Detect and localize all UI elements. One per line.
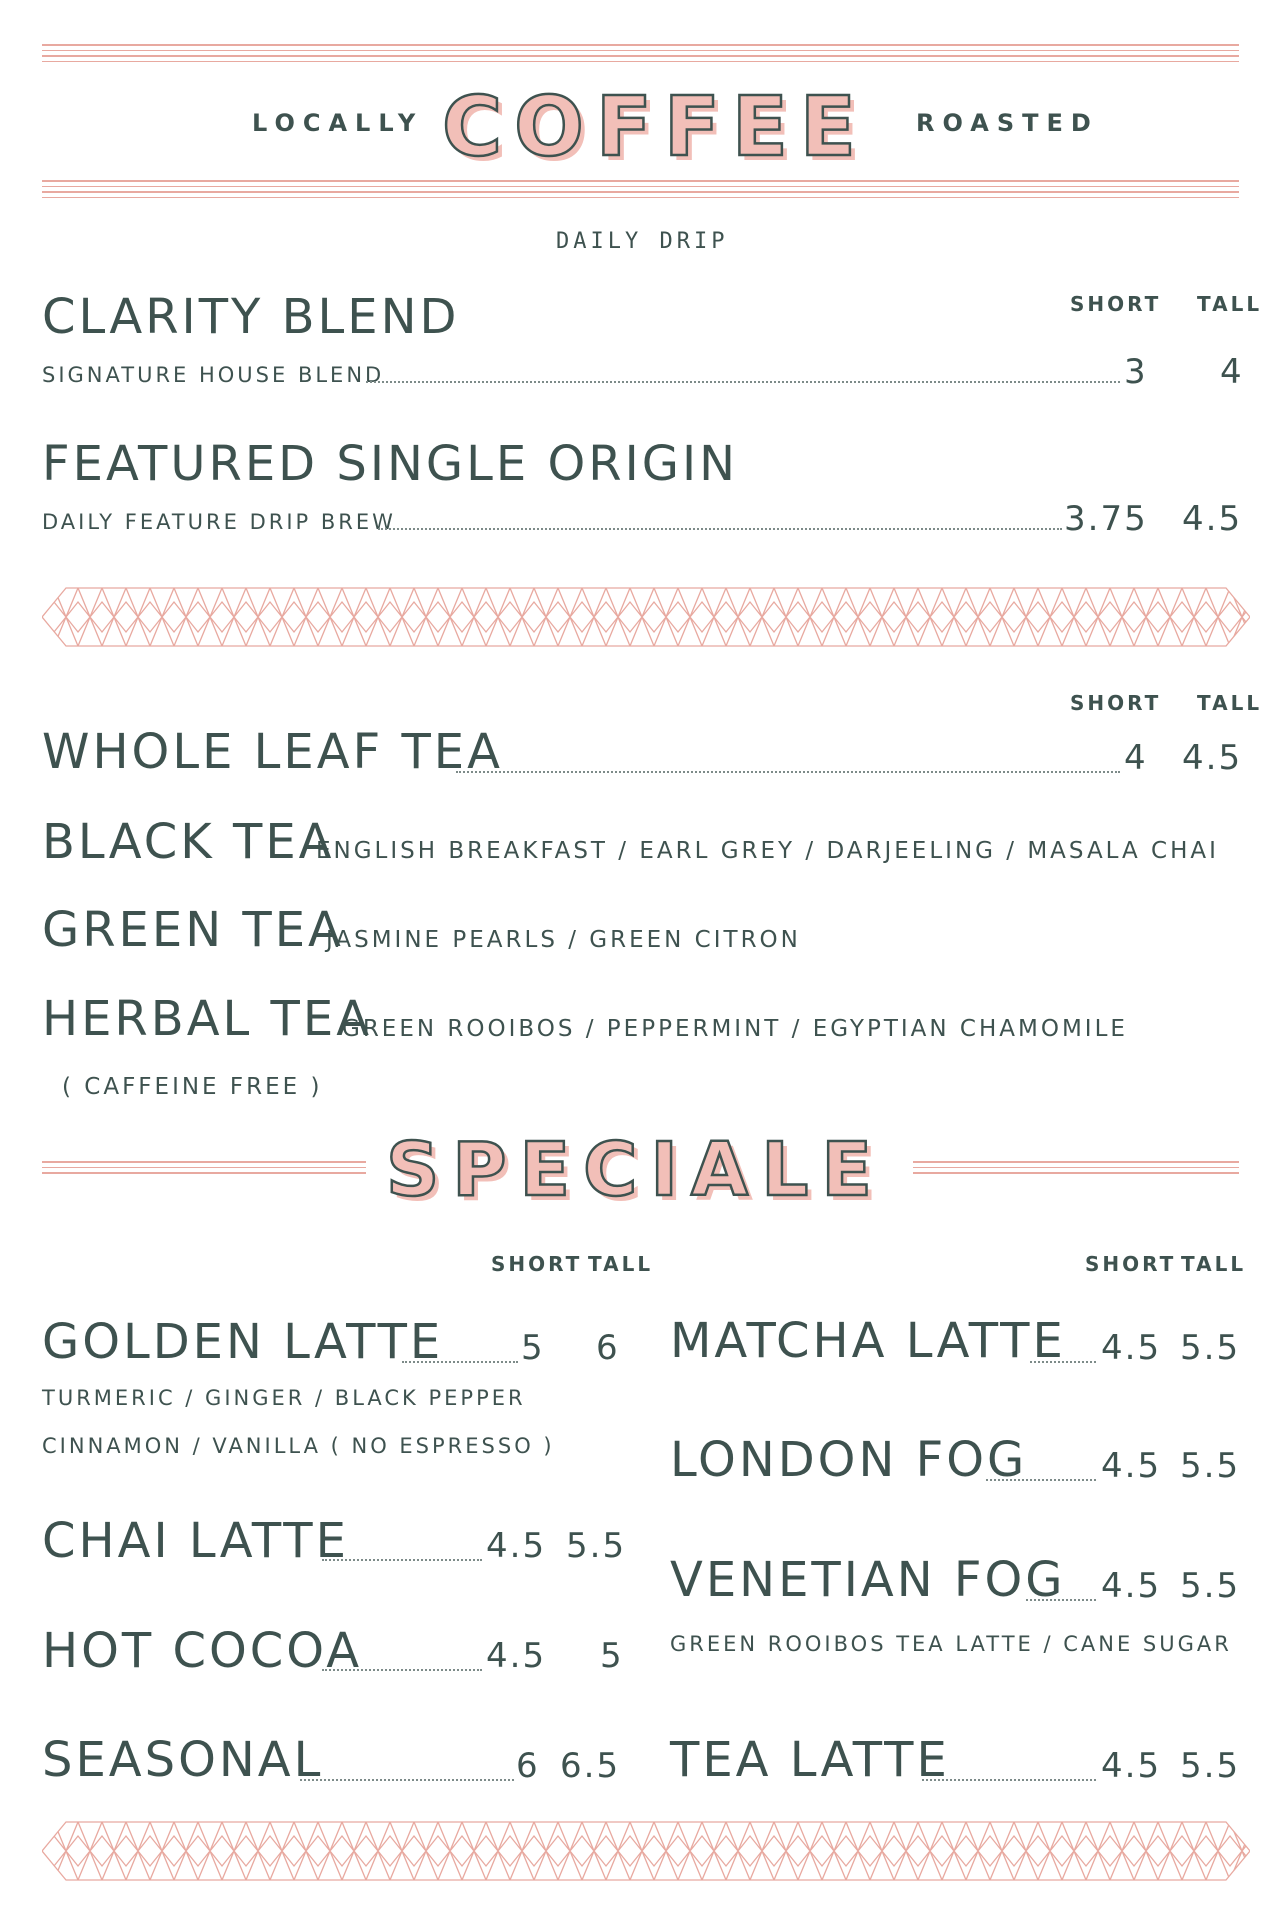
header-bottom-rule: [42, 180, 1239, 202]
item-name-whole-leaf-tea: WHOLE LEAF TEA: [42, 724, 503, 780]
leader-dots: [322, 1669, 482, 1671]
col-short-speciale-left: SHORT: [491, 1252, 583, 1276]
leader-dots: [366, 381, 1120, 383]
price-short-seasonal: 6: [516, 1746, 540, 1786]
item-name-london-fog: LONDON FOG: [670, 1432, 1028, 1488]
col-tall-speciale-right: TALL: [1181, 1252, 1247, 1276]
price-short-chai: 4.5: [486, 1526, 547, 1566]
price-short-venetian: 4.5: [1101, 1566, 1162, 1606]
item-desc-golden-2: CINNAMON / VANILLA ( NO ESPRESSO ): [42, 1434, 555, 1458]
speciale-title: SPECIALE: [386, 1127, 885, 1213]
price-tall-single-origin: 4.5: [1182, 499, 1243, 539]
price-tall-tea-latte: 5.5: [1180, 1746, 1241, 1786]
leader-dots: [1030, 1361, 1096, 1363]
leader-dots: [300, 1779, 514, 1781]
price-tall-matcha: 5.5: [1180, 1328, 1241, 1368]
col-tall-speciale-left: TALL: [588, 1252, 654, 1276]
tea-name-black: BLACK TEA: [42, 814, 335, 870]
col-tall-tea: TALL: [1197, 691, 1263, 715]
daily-drip-heading: DAILY DRIP: [556, 229, 729, 254]
price-short-matcha: 4.5: [1101, 1328, 1162, 1368]
col-tall-drip: TALL: [1197, 292, 1263, 316]
header-right-word: ROASTED: [916, 109, 1099, 137]
header-left-word: LOCALLY: [252, 109, 424, 137]
price-tall-london: 5.5: [1180, 1446, 1241, 1486]
item-desc-single-origin: DAILY FEATURE DRIP BREW: [42, 510, 396, 534]
price-tall-clarity: 4: [1220, 352, 1244, 392]
item-desc-golden-1: TURMERIC / GINGER / BLACK PEPPER: [42, 1386, 526, 1410]
diamond-pattern-footer: [42, 1820, 1250, 1882]
col-short-speciale-right: SHORT: [1085, 1252, 1177, 1276]
price-short-london: 4.5: [1101, 1446, 1162, 1486]
price-tall-chai: 5.5: [566, 1526, 627, 1566]
price-tall-whole-leaf: 4.5: [1182, 738, 1243, 778]
leader-dots: [986, 1479, 1096, 1481]
tea-name-herbal: HERBAL TEA: [42, 991, 373, 1047]
speciale-right-rule: [913, 1161, 1239, 1178]
leader-dots: [922, 1779, 1096, 1781]
leader-dots: [322, 1559, 482, 1561]
col-short-drip: SHORT: [1070, 292, 1162, 316]
price-tall-cocoa: 5: [600, 1636, 624, 1676]
price-short-whole-leaf: 4: [1124, 738, 1148, 778]
item-name-seasonal: SEASONAL: [42, 1732, 324, 1788]
tea-name-green: GREEN TEA: [42, 902, 344, 958]
page-title: COFFEE: [442, 80, 868, 175]
speciale-left-rule: [42, 1161, 366, 1178]
item-name-golden-latte: GOLDEN LATTE: [42, 1314, 444, 1370]
leader-dots: [1026, 1599, 1096, 1601]
price-tall-golden: 6: [596, 1328, 620, 1368]
price-short-golden: 5: [521, 1328, 545, 1368]
price-short-cocoa: 4.5: [486, 1636, 547, 1676]
leader-dots: [456, 771, 1120, 773]
price-short-tea-latte: 4.5: [1101, 1746, 1162, 1786]
item-name-clarity-blend: CLARITY BLEND: [42, 289, 460, 345]
item-name-venetian-fog: VENETIAN FOG: [670, 1552, 1066, 1608]
item-name-single-origin: FEATURED SINGLE ORIGIN: [42, 436, 738, 492]
price-short-single-origin: 3.75: [1064, 499, 1148, 539]
price-tall-seasonal: 6.5: [560, 1746, 621, 1786]
tea-desc-black: ENGLISH BREAKFAST / EARL GREY / DARJEELING / MASALA CHAI: [316, 838, 1219, 864]
item-name-matcha-latte: MATCHA LATTE: [670, 1313, 1066, 1369]
item-name-chai-latte: CHAI LATTE: [42, 1513, 349, 1569]
leader-dots: [378, 528, 1062, 530]
tea-desc-herbal: GREEN ROOIBOS / PEPPERMINT / EGYPTIAN CHAMOMILE: [342, 1016, 1128, 1042]
col-short-tea: SHORT: [1070, 691, 1162, 715]
header-top-rule: [42, 44, 1239, 66]
price-tall-venetian: 5.5: [1180, 1566, 1241, 1606]
price-short-clarity: 3: [1124, 352, 1148, 392]
tea-desc-green: JASMINE PEARLS / GREEN CITRON: [326, 927, 801, 953]
item-name-tea-latte: TEA LATTE: [670, 1732, 950, 1788]
item-name-hot-cocoa: HOT COCOA: [42, 1623, 363, 1679]
item-desc-venetian: GREEN ROOIBOS TEA LATTE / CANE SUGAR: [670, 1632, 1232, 1656]
diamond-pattern-divider: [42, 586, 1250, 648]
leader-dots: [402, 1361, 518, 1363]
item-desc-clarity-blend: SIGNATURE HOUSE BLEND: [42, 363, 385, 387]
caffeine-free-note: ( CAFFEINE FREE ): [62, 1074, 323, 1100]
